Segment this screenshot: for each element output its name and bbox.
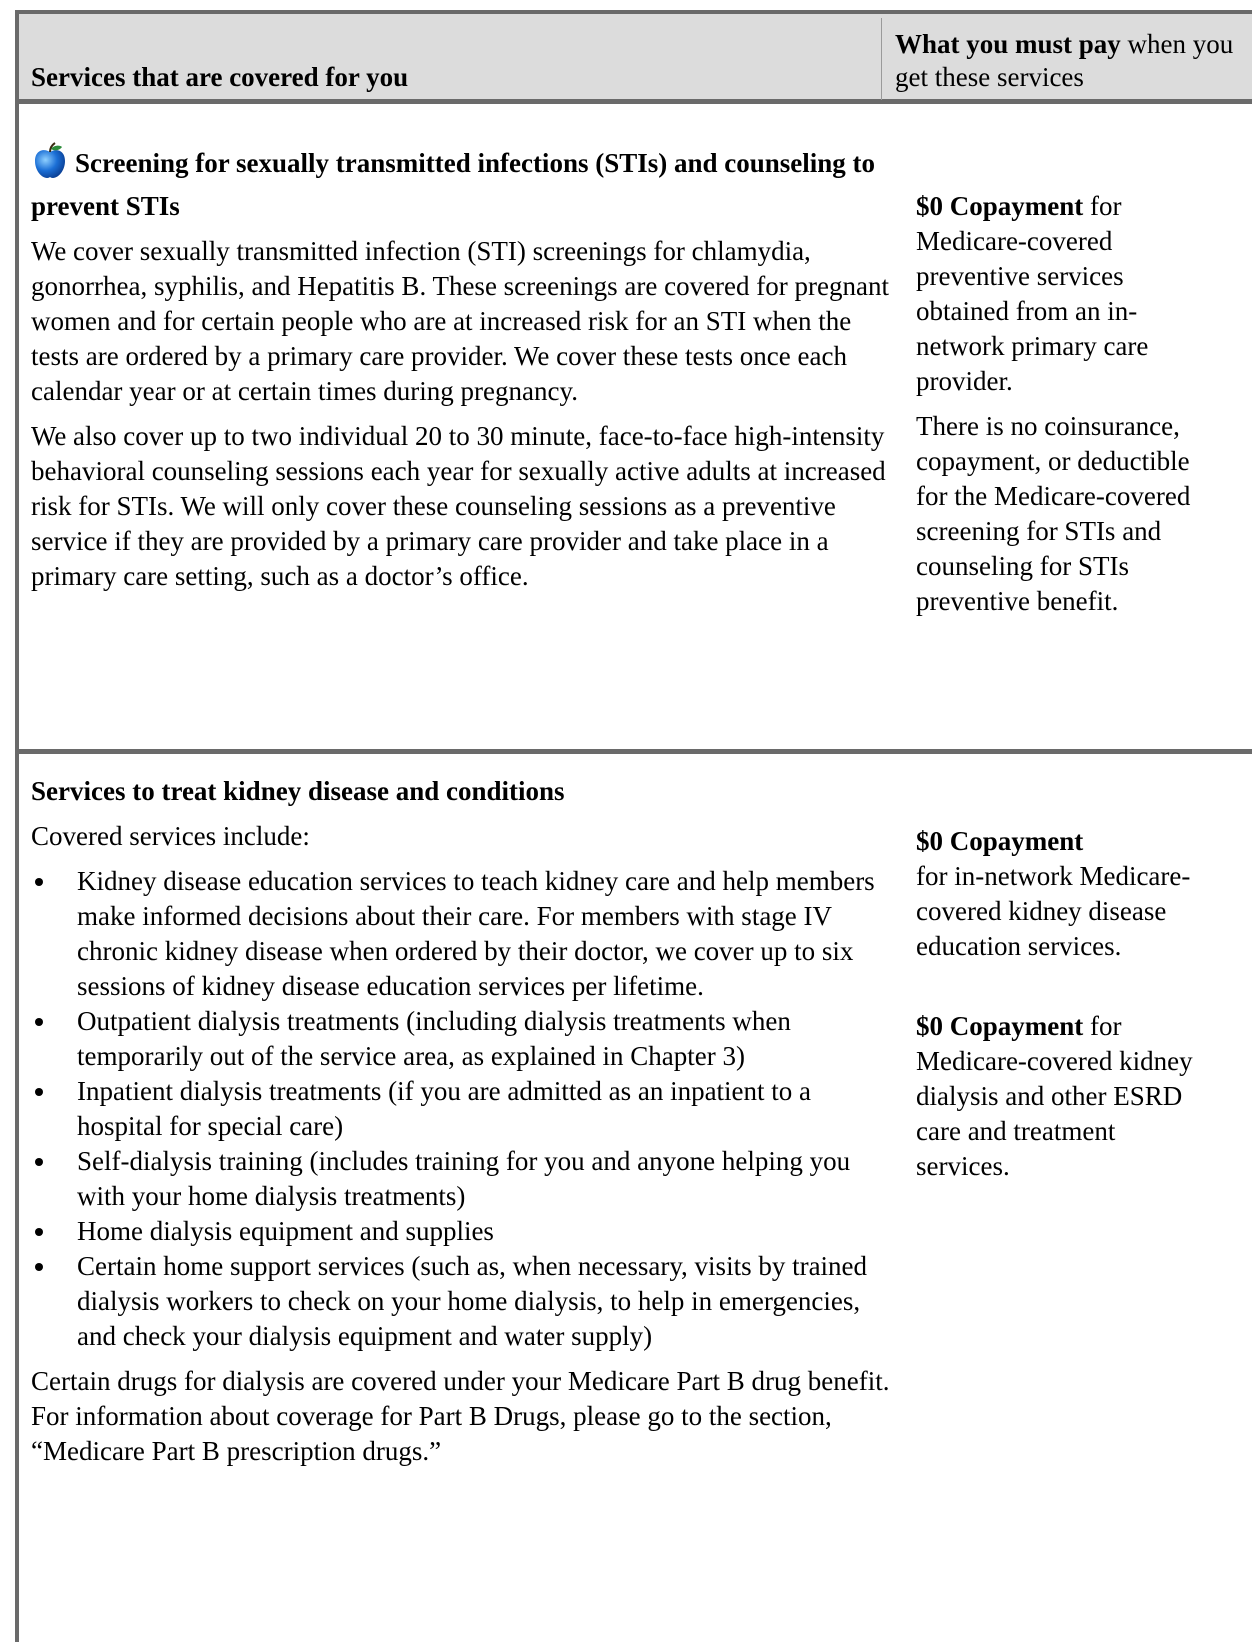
list-item-text: Home dialysis equipment and supplies bbox=[77, 1216, 494, 1246]
bullet-icon bbox=[35, 1088, 43, 1096]
kidney-copay-2-rest: for Medicare-covered kidney dialysis and other ESRD care and treatment services. bbox=[916, 1011, 1193, 1181]
list-item-text: Inpatient dialysis treatments (if you are admitted as an inpatient to a hospital for special care) bbox=[77, 1076, 812, 1141]
kidney-intro: Covered services include: bbox=[31, 821, 310, 851]
kidney-payment-1 bbox=[916, 824, 1206, 964]
bullet-icon bbox=[35, 1158, 43, 1166]
sti-paragraph-2: We also cover up to two individual 20 to 30 minute, face-to-face high-intensity behavioral counseling sessions each year for sexually active adults at increased risk for STIs. We will only cover these counseling sessions as a preventive service if they are provided by a primary care provider and take place in a primary care setting, such as a doctor’s office. bbox=[31, 421, 886, 591]
sti-description bbox=[31, 142, 891, 594]
list-item-text: Self-dialysis training (includes training for you and anyone helping you with your home dialysis treatments) bbox=[77, 1146, 851, 1211]
list-item bbox=[31, 1004, 891, 1074]
header-what-you-pay bbox=[895, 28, 1252, 94]
list-item bbox=[31, 1074, 891, 1144]
bullet-icon bbox=[35, 1228, 43, 1236]
header-services-covered: Services that are covered for you bbox=[31, 62, 409, 92]
table-row-sti bbox=[19, 104, 1252, 754]
list-item-text: Certain home support services (such as, when necessary, visits by trained dialysis workers to check on your home dialysis, to help in emergencies, and check your dialysis equipment and water supply) bbox=[77, 1251, 868, 1351]
kidney-payment-2 bbox=[916, 1009, 1206, 1184]
apple-icon bbox=[31, 142, 69, 189]
sti-payment-1 bbox=[916, 189, 1206, 399]
kidney-description bbox=[31, 774, 891, 1469]
sti-title bbox=[31, 142, 891, 224]
bullet-icon bbox=[35, 878, 43, 886]
kidney-copay-1-rest: for in-network Medicare-covered kidney disease education services. bbox=[916, 861, 1191, 961]
table-header bbox=[19, 14, 1252, 104]
kidney-payment bbox=[916, 824, 1206, 1184]
sti-payment bbox=[916, 189, 1206, 619]
list-item bbox=[31, 1249, 891, 1354]
kidney-copay-2-bold: $0 Copayment bbox=[916, 1011, 1084, 1041]
list-item bbox=[31, 1214, 891, 1249]
sti-copay-rest: for Medicare-covered preventive services obtained from an in-network primary care provider. bbox=[916, 191, 1149, 396]
header-pay-rest: when you get these services bbox=[895, 29, 1234, 92]
sti-title-text: Screening for sexually transmitted infections (STIs) and counseling to prevent STIs bbox=[31, 148, 876, 221]
kidney-title: Services to treat kidney disease and conditions bbox=[31, 776, 565, 806]
kidney-closing: Certain drugs for dialysis are covered under your Medicare Part B drug benefit. For information about coverage for Part B Drugs, please go to the section, “Medicare Part B prescription drugs.” bbox=[31, 1366, 890, 1466]
table-row-kidney bbox=[19, 754, 1252, 1646]
list-item bbox=[31, 1144, 891, 1214]
sti-paragraph-1: We cover sexually transmitted infection (STI) screenings for chlamydia, gonorrhea, syphilis, and Hepatitis B. These screenings are covered for pregnant women and for certain people who are at increased risk for an STI when the tests are ordered by a primary care provider. We cover these tests once each calendar year or at certain times during pregnancy. bbox=[31, 236, 889, 406]
kidney-copay-1-bold: $0 Copayment bbox=[916, 826, 1084, 856]
header-divider bbox=[881, 18, 882, 100]
sti-payment-2: There is no coinsurance, copayment, or deductible for the Medicare-covered screening for STIs and counseling for STIs preventive benefit. bbox=[916, 411, 1191, 616]
bullet-icon bbox=[35, 1263, 43, 1271]
header-pay-bold: What you must pay bbox=[895, 29, 1121, 59]
list-item-text: Outpatient dialysis treatments (including dialysis treatments when temporarily out of the service area, as explained in Chapter 3) bbox=[77, 1006, 791, 1071]
list-item-text: Kidney disease education services to teach kidney care and help members make informed decisions about their care. For members with stage IV chronic kidney disease when ordered by their doctor, we cover up to six sessions of kidney disease education services per lifetime. bbox=[77, 866, 875, 1001]
list-item bbox=[31, 864, 891, 1004]
bullet-icon bbox=[35, 1018, 43, 1026]
benefits-table bbox=[15, 10, 1252, 1642]
kidney-services-list bbox=[31, 864, 891, 1354]
sti-copay-bold: $0 Copayment bbox=[916, 191, 1084, 221]
